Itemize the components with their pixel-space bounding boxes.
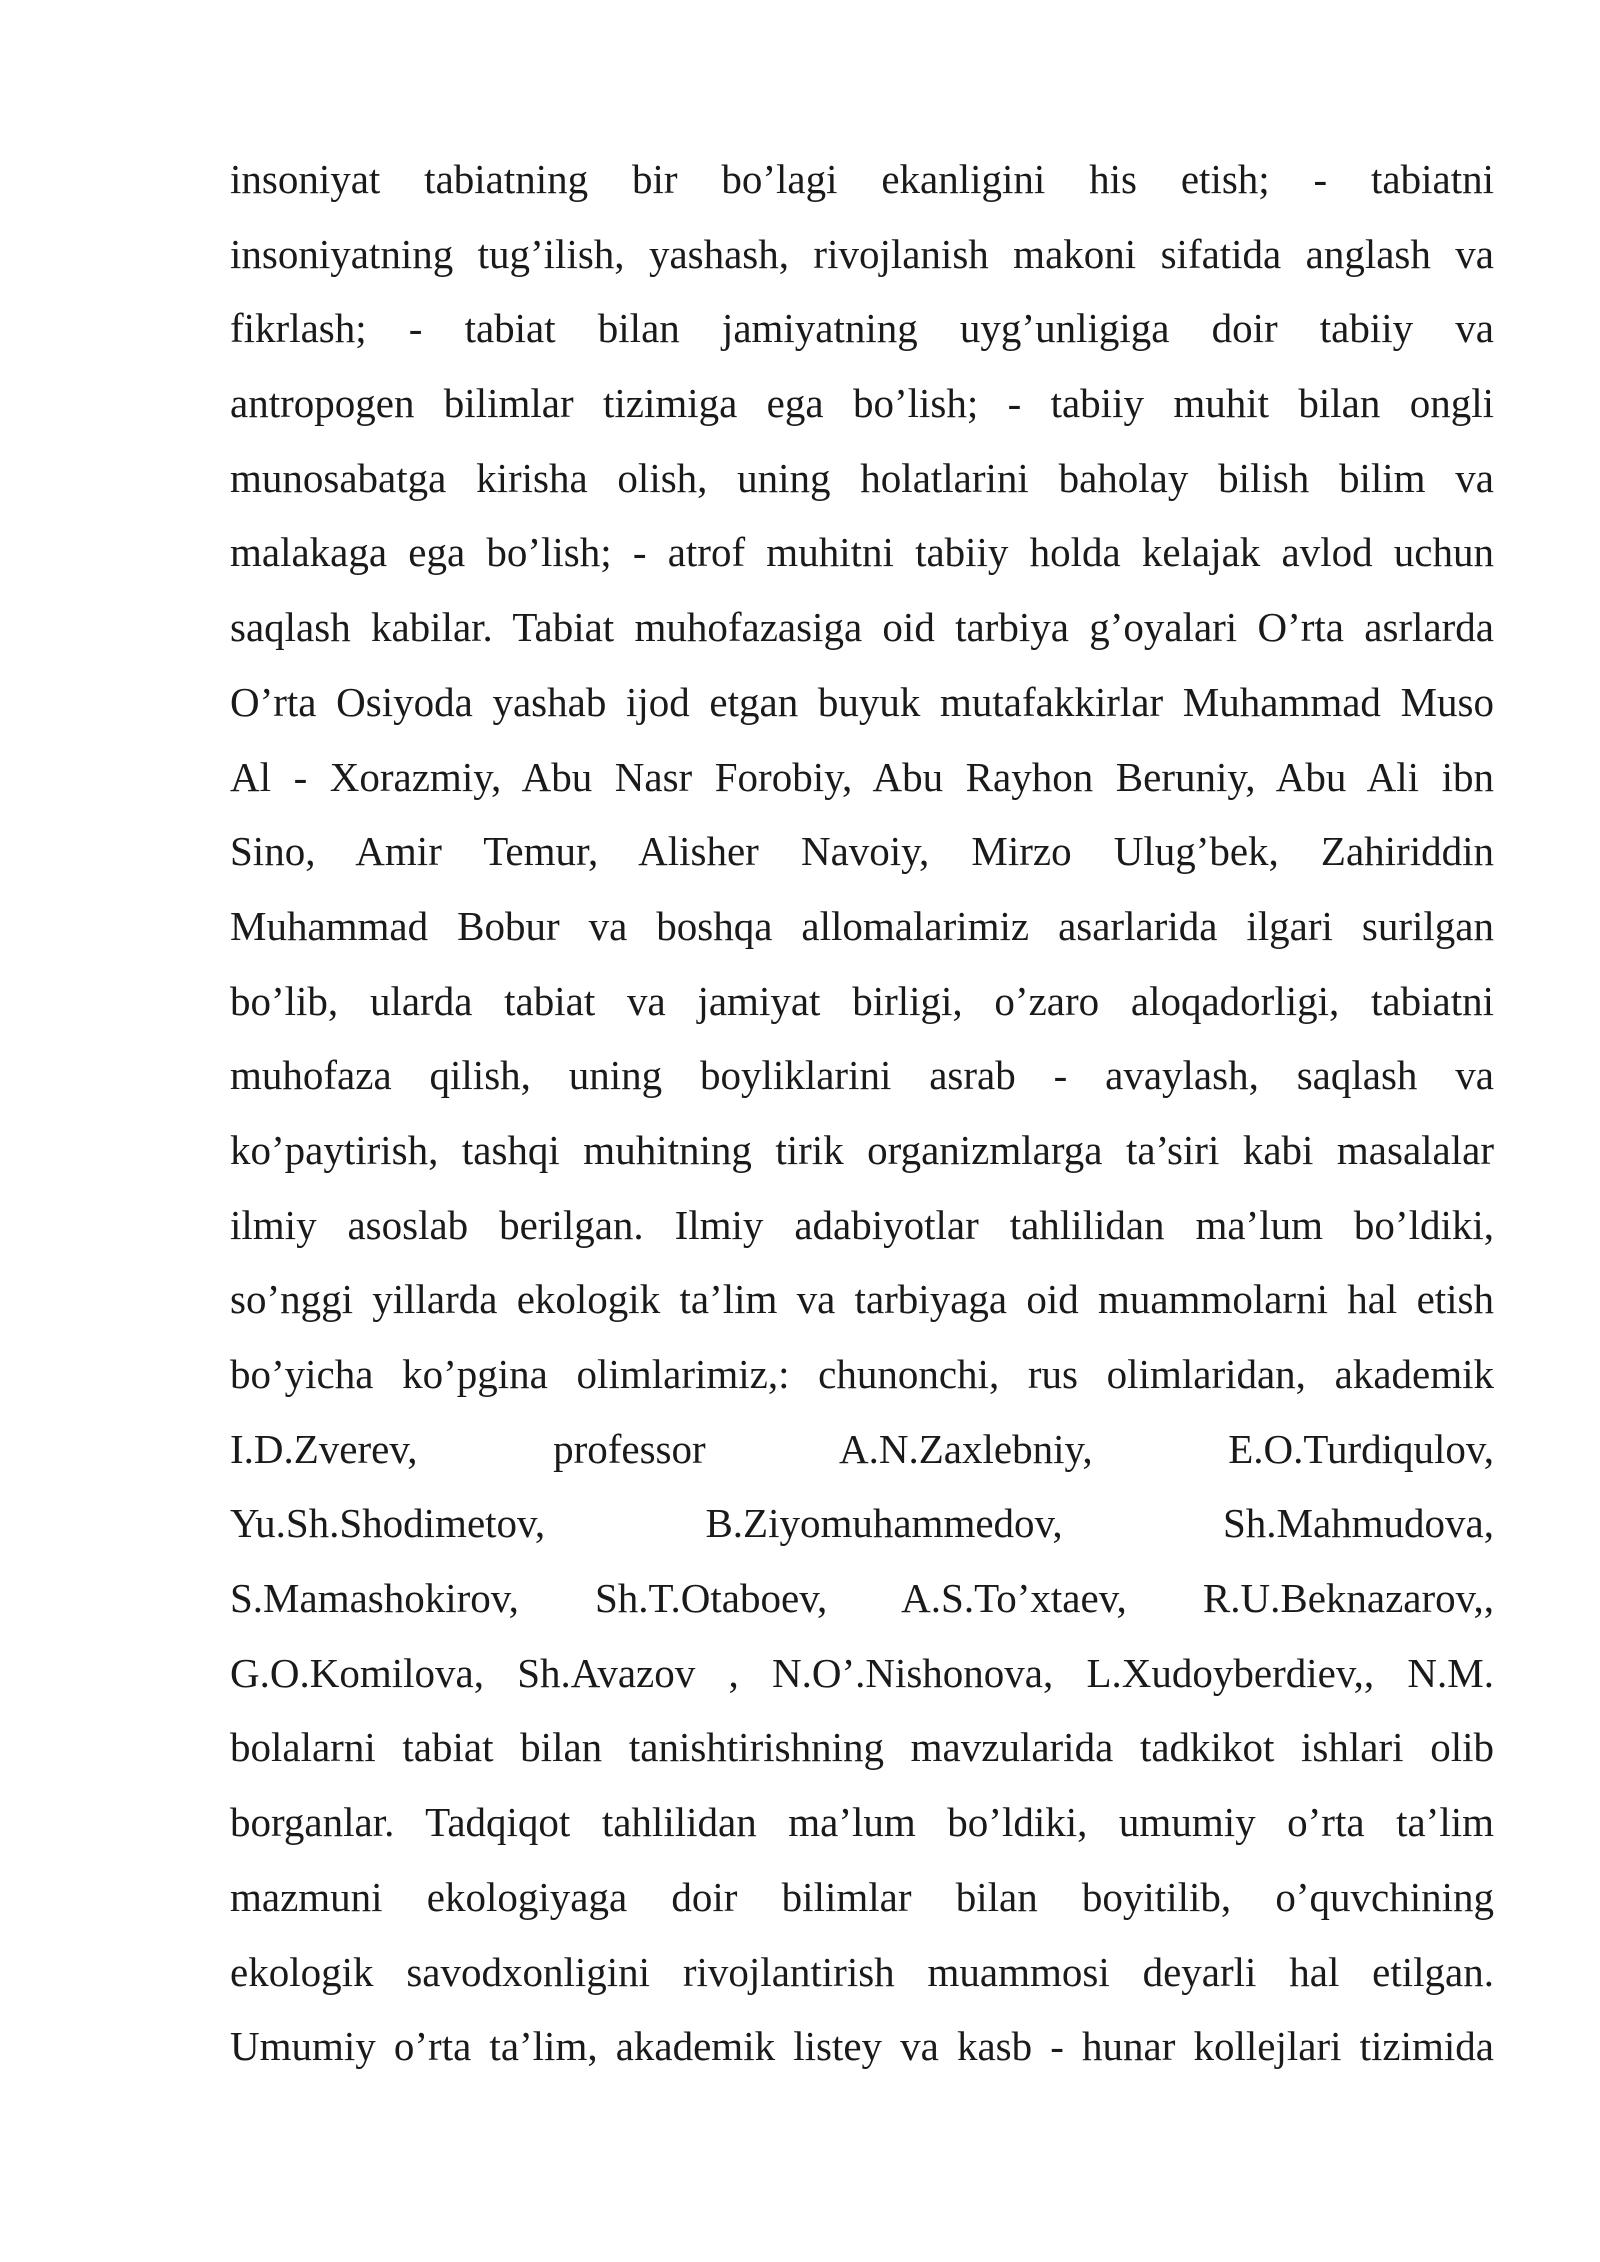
text-line: antropogen bilimlar tizimiga ega bo’lish; - tabiiy muhit bilan ongli	[230, 380, 1494, 427]
text-line: Sino, Amir Temur, Alisher Navoiy, Mirzo Ulug’bek, Zahiriddin	[230, 828, 1494, 875]
text-line: insoniyat tabiatning bir bo’lagi ekanligini his etish; - tabiatni	[230, 156, 1494, 202]
text-line: bolalarni tabiat bilan tanishtirishning mavzularida tadkikot ishlari olib	[230, 1724, 1494, 1771]
text-line: Muhammad Bobur va boshqa allomalarimiz asarlarida ilgari surilgan	[230, 902, 1494, 949]
text-line: mazmuni ekologiyaga doir bilimlar bilan boyitilib, o’quvchining	[230, 1873, 1494, 1920]
text-line: Yu.Sh.Shodimetov, B.Ziyomuhammedov, Sh.Mahmudova,	[230, 1500, 1494, 1547]
text-line: fikrlash; - tabiat bilan jamiyatning uyg’unligiga doir tabiiy va	[230, 305, 1494, 352]
text-line: insoniyatning tug’ilish, yashash, rivojlanish makoni sifatida anglash va	[230, 230, 1494, 277]
text-line: ko’paytirish, tashqi muhitning tirik organizmlarga ta’siri kabi masalalar	[230, 1126, 1494, 1173]
text-line: ekologik savodxonligini rivojlantirish muammosi deyarli hal etilgan.	[230, 1948, 1494, 1995]
text-line: ilmiy asoslab berilgan. Ilmiy adabiyotlar tahlilidan ma’lum bo’ldiki,	[230, 1201, 1494, 1248]
text-line: bo’yicha ko’pgina olimlarimiz,: chunonchi, rus olimlaridan, akademik	[230, 1351, 1494, 1397]
text-line: malakaga ega bo’lish; - atrof muhitni tabiiy holda kelajak avlod uchun	[230, 529, 1494, 576]
text-line: S.Mamashokirov, Sh.T.Otaboev, A.S.To’xtaev, R.U.Beknazarov,,	[230, 1575, 1494, 1622]
text-line: muhofaza qilish, uning boyliklarini asrab - avaylash, saqlash va	[230, 1052, 1494, 1099]
text-line: Al - Xorazmiy, Abu Nasr Forobiy, Abu Rayhon Beruniy, Abu Ali ibn	[230, 753, 1494, 800]
text-line: saqlash kabilar. Tabiat muhofazasiga oid tarbiya g’oyalari O’rta asrlarda	[230, 604, 1494, 651]
text-line: munosabatga kirisha olish, uning holatlarini baholay bilish bilim va	[230, 454, 1494, 501]
text-line: borganlar. Tadqiqot tahlilidan ma’lum bo’ldiki, umumiy o’rta ta’lim	[230, 1799, 1494, 1846]
text-line: G.O.Komilova, Sh.Avazov , N.O’.Nishonova, L.Xudoyberdiev,, N.M.	[230, 1649, 1494, 1696]
body-paragraph	[230, 142, 1494, 2084]
text-line: I.D.Zverev, professor A.N.Zaxlebniy, E.O.Turdiqulov,	[230, 1425, 1494, 1472]
text-line: O’rta Osiyoda yashab ijod etgan buyuk mutafakkirlar Muhammad Muso	[230, 678, 1494, 725]
text-line: bo’lib, ularda tabiat va jamiyat birligi, o’zaro aloqadorligi, tabiatni	[230, 977, 1494, 1024]
text-line: so’nggi yillarda ekologik ta’lim va tarbiyaga oid muammolarni hal etish	[230, 1276, 1494, 1323]
text-line: Umumiy o’rta ta’lim, akademik listey va kasb - hunar kollejlari tizimida	[230, 2023, 1494, 2070]
